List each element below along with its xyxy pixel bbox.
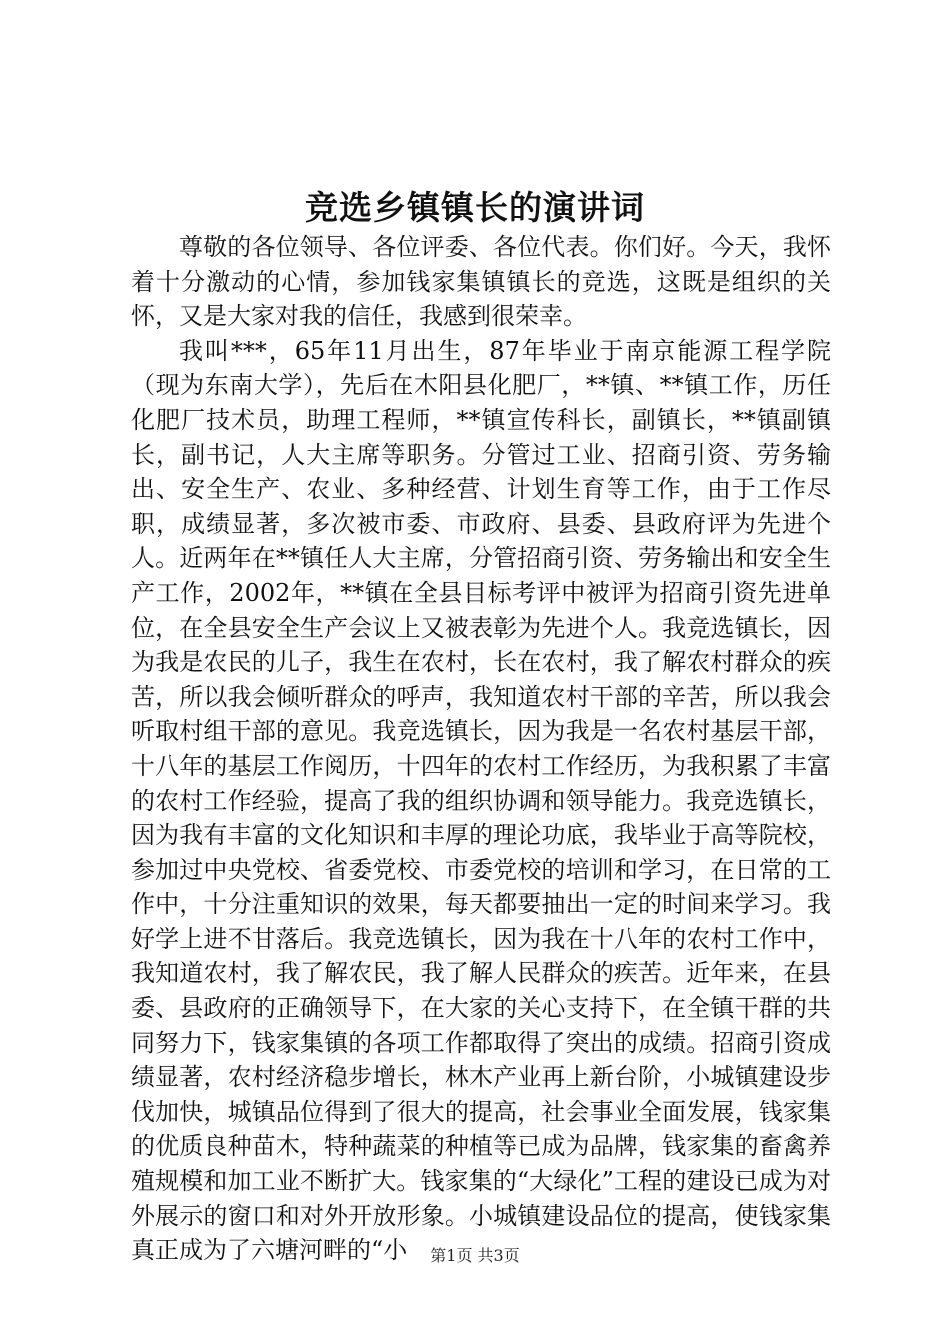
page-footer: 第1页 共3页 <box>430 1246 520 1265</box>
document-body <box>131 230 831 1268</box>
paragraph-greeting: 尊敬的各位领导、各位评委、各位代表。你们好。今天，我怀着十分激动的心情，参加钱家集镇镇长的竞选，这既是组织的关怀，又是大家对我的信任，我感到很荣幸。 <box>131 233 831 331</box>
paragraph-introduction: 我叫***，65年11月出生，87年毕业于南京能源工程学院（现为东南大学），先后在木阳县化肥厂，**镇、**镇工作，历任化肥厂技术员，助理工程师，**镇宣传科长，副镇长，**镇副镇长，副书记，人大主席等职务。分管过工业、招商引资、劳务输出、安全生产、农业、多种经营、计划生育等工作，由于工作尽职，成绩显著，多次被市委、市政府、县委、县政府评为先进个人。近两年在**镇任人大主席，分管招商引资、劳务输出和安全生产工作，2002年，**镇在全县目标考评中被评为招商引资先进单位，在全县安全生产会议上又被表彰为先进个人。我竞选镇长，因为我是农民的儿子，我生在农村，长在农村，我了解农村群众的疾苦，所以我会倾听群众的呼声，我知道农村干部的辛苦，所以我会听取村组干部的意见。我竞选镇长，因为我是一名农村基层干部，十八年的基层工作阅历，十四年的农村工作经历，为我积累了丰富的农村工作经验，提高了我的组织协调和领导能力。我竞选镇长，因为我有丰富的文化知识和丰厚的理论功底，我毕业于高等院校，参加过中央党校、省委党校、市委党校的培训和学习，在日常的工作中，十分注重知识的效果，每天都要抽出一定的时间来学习。我好学上进不甘落后。我竞选镇长，因为我在十八年的农村工作中，我知道农村，我了解农民，我了解人民群众的疾苦。近年来，在县委、县政府的正确领导下，在大家的关心支持下，在全镇干群的共同努力下，钱家集镇的各项工作都取得了突出的成绩。招商引资成绩显著，农村经济稳步增长，林木产业再上新台阶，小城镇建设步伐加快，城镇品位得到了很大的提高，社会事业全面发展，钱家集的优质良种苗木，特种蔬菜的种植等已成为品牌，钱家集的畜禽养殖规模和加工业不断扩大。钱家集的“大绿化”工程的建设已成为对外展示的窗口和对外开放形象。小城镇建设品位的提高，使钱家集真正成为了六塘河畔的“小 <box>131 336 831 1265</box>
document-title: 竞选乡镇镇长的演讲词 <box>305 188 645 227</box>
